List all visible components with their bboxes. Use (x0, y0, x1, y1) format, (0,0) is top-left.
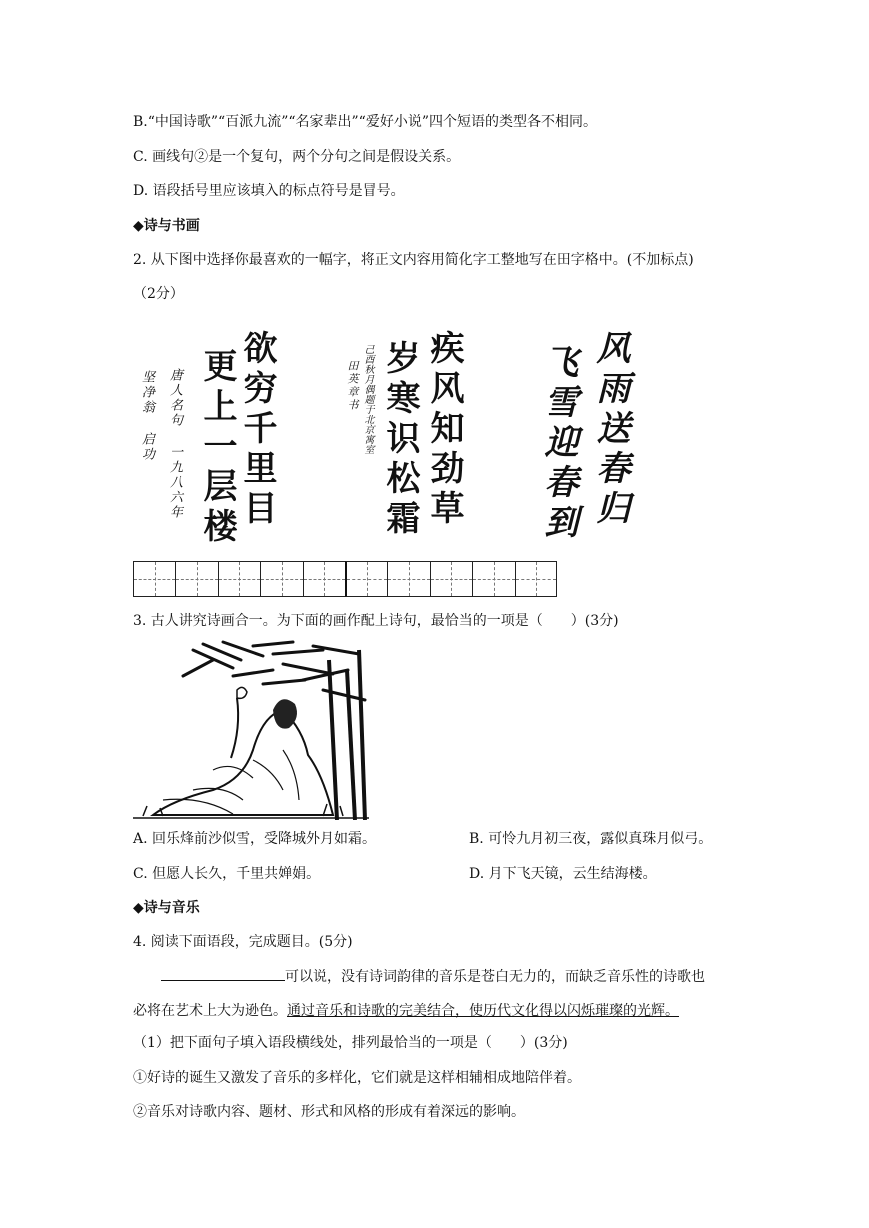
grid-cell[interactable] (218, 561, 260, 597)
grid-cell[interactable] (387, 561, 429, 597)
grid-cell[interactable] (430, 561, 472, 597)
grid-cell[interactable] (472, 561, 514, 597)
calli-mid-col2: 岁寒识松霜 (380, 340, 420, 540)
grid-cell[interactable] (133, 561, 175, 597)
calligraphy-left (133, 330, 277, 555)
section-heading-calligraphy: ◆诗与书画 (133, 218, 200, 234)
option-b: B.“中国诗歌”“百派九流”“名家辈出”“爱好小说”四个短语的类型各不相同。 (133, 114, 597, 130)
option-d-poem: D. 月下飞天镜，云生结海楼。 (469, 866, 657, 882)
calligraphy-right (510, 330, 640, 555)
question-2-score: （2分） (133, 286, 184, 302)
question-4-1: （1）把下面句子填入语段横线处，排列最恰当的一项是（ ）(3分) (133, 1035, 568, 1051)
fill-blank[interactable] (161, 966, 285, 981)
calli-right-col1: 风雨送春归 (590, 330, 630, 530)
grid-cell[interactable] (303, 561, 345, 597)
sentence-1: ①好诗的诞生又激发了音乐的多样化，它们就是这样相辅相成地陪伴着。 (133, 1070, 581, 1086)
painting-scholar-moon (133, 640, 369, 820)
calli-mid-col1: 疾风知劲草 (424, 330, 464, 530)
question-4: 4. 阅读下面语段，完成题目。(5分) (133, 934, 353, 950)
calli-left-col2: 更上一层楼 (197, 348, 237, 548)
question-3: 3. 古人讲究诗画合一。为下面的画作配上诗句，最恰当的一项是（ ）(3分) (133, 613, 619, 629)
paragraph-text-1: 可以说，没有诗词韵律的音乐是苍白无力的，而缺乏音乐性的诗歌也 (285, 969, 705, 985)
paragraph-line-1 (161, 966, 705, 987)
sentence-2: ②音乐对诗歌内容、题材、形式和风格的形成有着深远的影响。 (133, 1104, 525, 1120)
calligraphy-middle (340, 330, 470, 555)
grid-cell[interactable] (515, 561, 557, 597)
calli-left-col3: 唐人名句 一九八六年 (167, 368, 182, 520)
calli-right-col2: 飞雪迎春到 (538, 344, 578, 544)
section-heading-music: ◆诗与音乐 (133, 900, 200, 916)
grid-cell[interactable] (175, 561, 217, 597)
option-c: C. 画线句②是一个复句，两个分句之间是假设关系。 (133, 149, 461, 165)
calli-mid-col4: 田英章书 (346, 360, 359, 412)
calli-left-col4: 坚净翁 启功 (139, 370, 154, 462)
option-c-poem: C. 但愿人长久，千里共婵娟。 (133, 866, 321, 882)
question-2: 2. 从下图中选择你最喜欢的一幅字，将正文内容用简化字工整地写在田字格中。(不加标点) (133, 252, 694, 268)
calli-mid-col3: 己酉秋月偶题于北京寓室 (362, 344, 373, 454)
writing-grid (133, 561, 557, 597)
grid-cell[interactable] (260, 561, 302, 597)
paragraph-text-2a: 必将在艺术上大为逊色。 (133, 1003, 287, 1019)
paragraph-line-2 (133, 1001, 679, 1021)
grid-cell[interactable] (345, 561, 387, 597)
option-a: A. 回乐烽前沙似雪，受降城外月如霜。 (133, 831, 377, 847)
option-b-poem: B. 可怜九月初三夜，露似真珠月似弓。 (469, 831, 713, 847)
option-d: D. 语段括号里应该填入的标点符号是冒号。 (133, 183, 405, 199)
calli-left-col1: 欲穷千里目 (237, 330, 277, 530)
underlined-sentence: 通过音乐和诗歌的完美结合，使历代文化得以闪烁璀璨的光辉。 (287, 1003, 679, 1019)
